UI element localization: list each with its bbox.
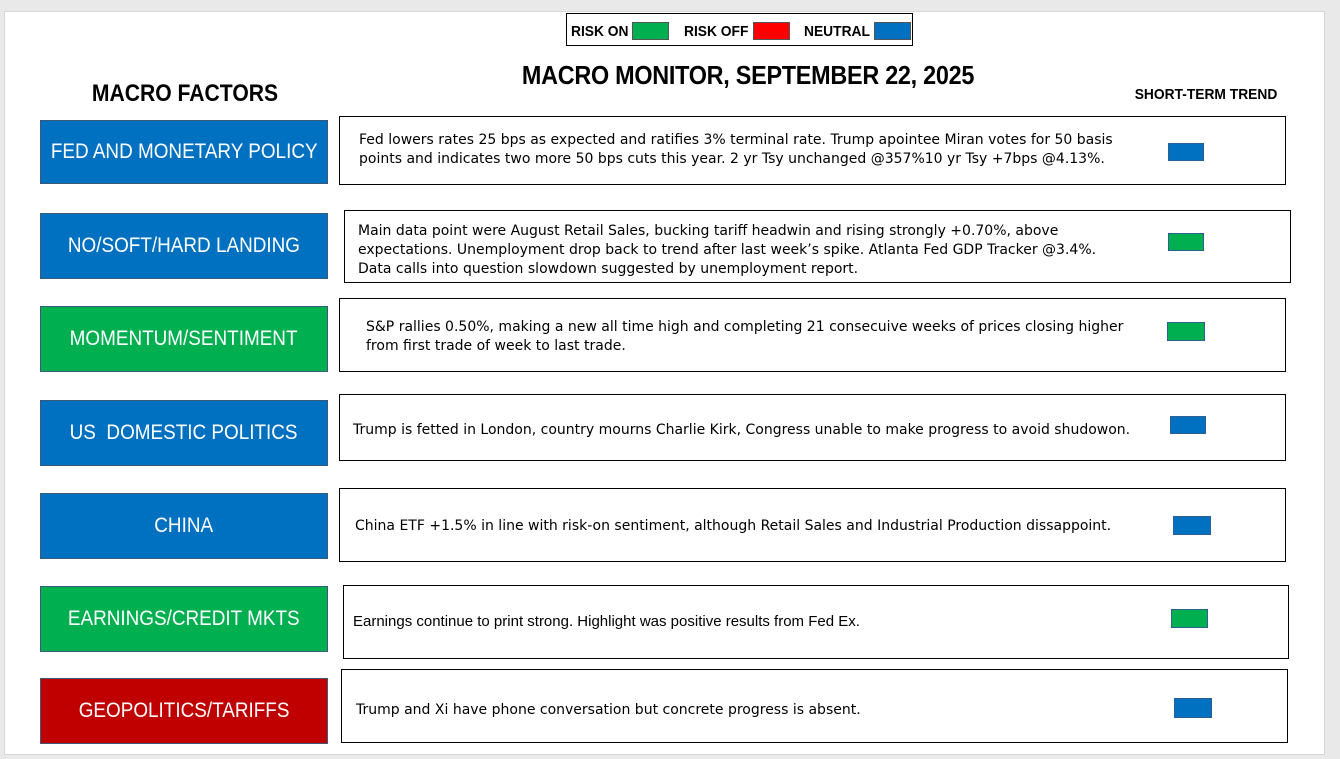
trend-indicator bbox=[1171, 609, 1208, 628]
legend-risk-on-swatch bbox=[632, 22, 669, 40]
description-text: Trump is fetted in London, country mourns Charlie Kirk, Congress unable to make progress to avoid shudowon. bbox=[353, 422, 1131, 438]
trend-indicator bbox=[1168, 233, 1204, 251]
description-box bbox=[341, 669, 1288, 743]
factor-momentum-sentiment bbox=[40, 306, 328, 372]
trend-indicator bbox=[1168, 143, 1204, 161]
factor-label: FED AND MONETARY POLICY bbox=[50, 140, 318, 163]
factor-label: EARNINGS/CREDIT MKTS bbox=[68, 607, 300, 630]
factor-earnings-credit-mkts bbox=[40, 586, 328, 652]
legend-risk-off-label: RISK OFF bbox=[684, 23, 749, 40]
description-text: Main data point were August Retail Sales, bucking tariff headwin and rising strongly +0.70%, above expectations. Unemployment drop back to trend after last week’s spike. Atlanta Fed GDP Tracker @3.4%. Data calls into question slowdown suggested by unemployment report. bbox=[358, 223, 1097, 277]
description-text: China ETF +1.5% in line with risk-on sentiment, although Retail Sales and Industrial Production dissappoint. bbox=[355, 518, 1112, 534]
factor-no-soft-hard-landing bbox=[40, 213, 328, 279]
description-text: S&P rallies 0.50%, making a new all time high and completing 21 consecuive weeks of prices closing higher from first trade of week to last trade. bbox=[366, 319, 1124, 354]
factor-us-domestic-politics bbox=[40, 400, 328, 466]
description-text: Earnings continue to print strong. Highlight was positive results from Fed Ex. bbox=[353, 613, 860, 630]
factor-geopolitics-tariffs bbox=[40, 678, 328, 744]
page-title: MACRO MONITOR, SEPTEMBER 22, 2025 bbox=[521, 60, 975, 90]
factor-label: GEOPOLITICS/TARIFFS bbox=[78, 699, 290, 722]
legend-risk-on-label: RISK ON bbox=[571, 23, 629, 40]
description-box bbox=[344, 210, 1291, 283]
trend-indicator bbox=[1167, 322, 1205, 341]
factor-label: MOMENTUM/SENTIMENT bbox=[70, 327, 298, 350]
factor-china bbox=[40, 493, 328, 559]
description-text: Fed lowers rates 25 bps as expected and ratifies 3% terminal rate. Trump apointee Miran votes for 50 basis points and indicates two more 50 bps cuts this year. 2 yr Tsy unchanged @357%10 yr Tsy +7bps @4.13%. bbox=[359, 132, 1113, 167]
factor-label: CHINA bbox=[154, 514, 214, 537]
trend-indicator bbox=[1170, 416, 1206, 434]
description-box bbox=[339, 116, 1286, 185]
legend-neutral-label: NEUTRAL bbox=[804, 23, 870, 40]
factor-label: NO/SOFT/HARD LANDING bbox=[67, 234, 301, 257]
factor-label: US DOMESTIC POLITICS bbox=[70, 421, 298, 444]
legend-risk-off-swatch bbox=[753, 22, 790, 40]
short-term-trend-header: SHORT-TERM TREND bbox=[1134, 86, 1278, 103]
factor-fed-monetary-policy bbox=[40, 120, 328, 184]
macro-factors-header: MACRO FACTORS bbox=[91, 80, 279, 107]
description-box bbox=[339, 488, 1286, 562]
legend-neutral-swatch bbox=[874, 22, 911, 40]
description-text: Trump and Xi have phone conversation but concrete progress is absent. bbox=[356, 702, 861, 718]
description-box bbox=[339, 394, 1286, 461]
trend-indicator bbox=[1174, 698, 1212, 718]
trend-indicator bbox=[1173, 516, 1211, 535]
description-box bbox=[343, 585, 1289, 659]
description-box bbox=[339, 298, 1286, 372]
legend bbox=[566, 13, 913, 46]
